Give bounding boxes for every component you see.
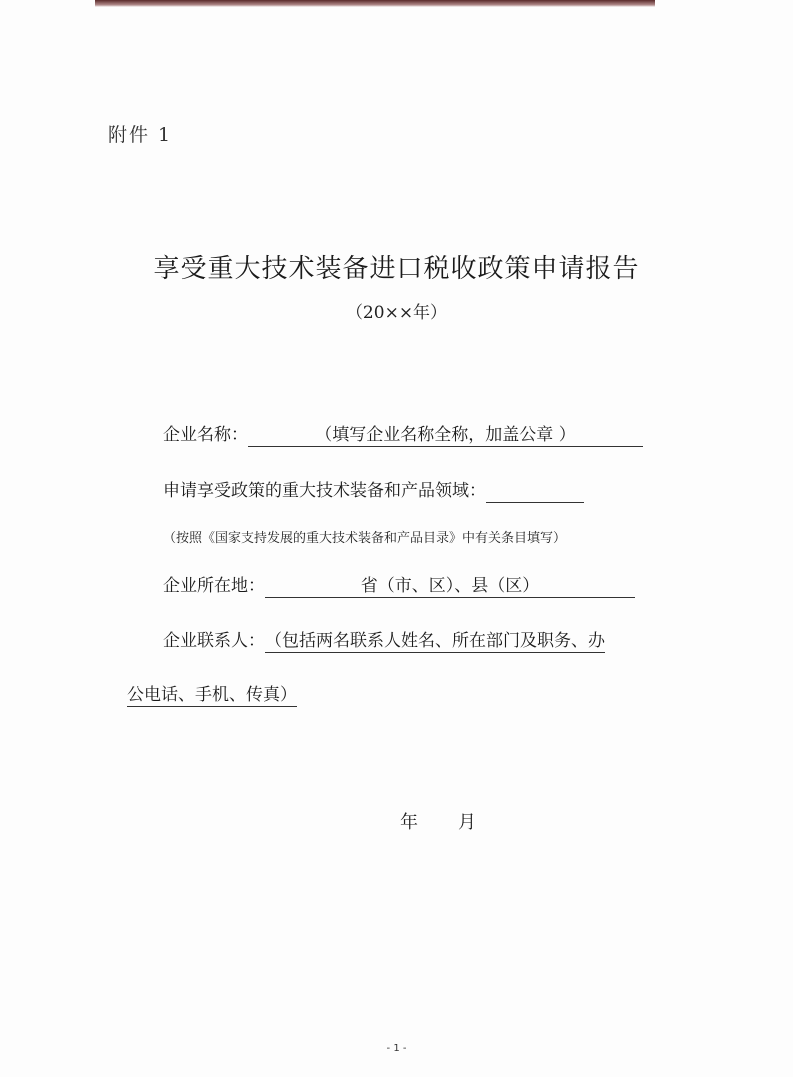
month-char: 月 — [458, 812, 476, 833]
report-year: （20××年） — [345, 303, 448, 323]
contact-hint-line2: 公电话、手机、传真） — [127, 680, 297, 707]
contact-label: 企业联系人： — [163, 631, 265, 651]
contact-row — [163, 626, 605, 653]
company-name-row — [163, 420, 643, 447]
field-domain-row — [163, 476, 584, 503]
location-label: 企业所在地： — [163, 576, 265, 596]
date-line — [400, 808, 476, 834]
location-row — [163, 571, 635, 598]
report-title: 享受重大技术装备进口税收政策申请报告 — [153, 254, 640, 284]
field-domain-label: 申请享受政策的重大技术装备和产品领域： — [163, 481, 486, 501]
attachment-label: 附件 1 — [108, 124, 173, 146]
company-name-field — [248, 420, 643, 447]
year-char: 年 — [400, 812, 418, 833]
page-top-edge — [95, 0, 655, 7]
company-name-label: 企业名称： — [163, 425, 248, 445]
contact-row-continued — [127, 680, 297, 707]
location-value: 省（市、区）、县（区） — [360, 576, 540, 596]
contact-hint-line1: （包括两名联系人姓名、所在部门及职务、办 — [265, 626, 605, 653]
location-field — [265, 571, 635, 598]
field-domain-field — [486, 481, 584, 503]
page-number: - 1 - — [386, 1043, 407, 1054]
company-name-hint: （填写企业名称全称，加盖公章 ） — [315, 425, 576, 445]
field-domain-note: （按照《国家支持发展的重大技术装备和产品目录》中有关条目填写） — [163, 531, 567, 546]
